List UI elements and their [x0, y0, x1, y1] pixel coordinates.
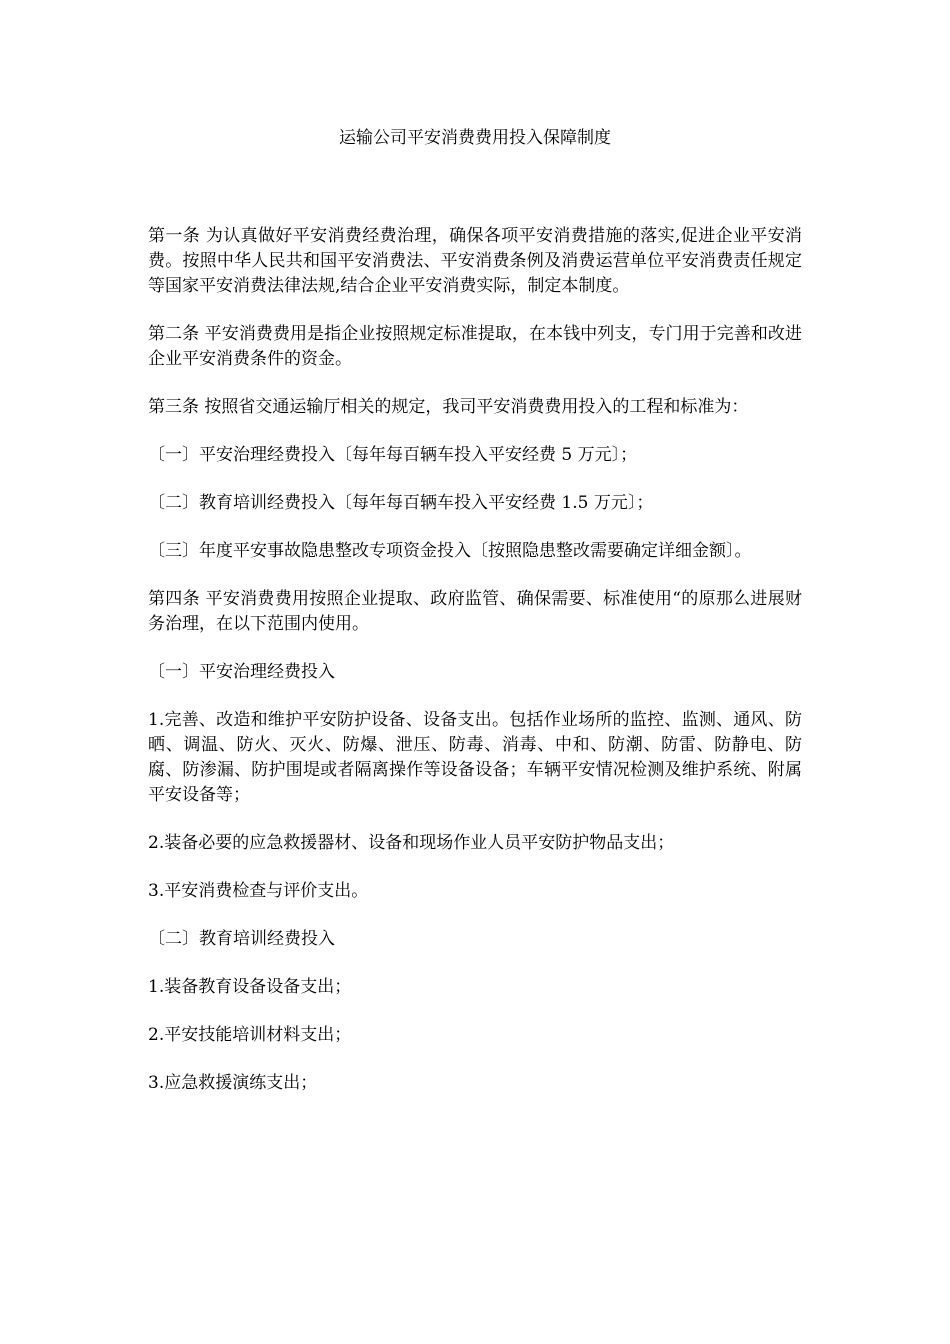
- article-3: 第三条 按照省交通运输厅相关的规定，我司平安消费费用投入的工程和标准为：: [148, 397, 749, 417]
- section-heading-1: 〔一〕平安治理经费投入: [148, 662, 335, 682]
- document-body: [148, 224, 802, 1096]
- section-1-item-3: 3.平安消费检查与评价支出。: [148, 881, 369, 901]
- section-2-item-2: 2.平安技能培训材料支出；: [148, 1025, 352, 1045]
- article-3-item-2: 〔二〕教育培训经费投入〔每年每百辆车投入平安经费 1.5 万元〕；: [148, 493, 654, 513]
- section-2-item-1: 1.装备教育设备设备支出；: [148, 977, 352, 997]
- section-1-item-1: 1.完善、改造和维护平安防护设备、设备支出。包括作业场所的监控、监测、通风、防晒、调温、防火、灭火、防爆、泄压、防毒、消毒、中和、防潮、防雷、防静电、防腐、防渗漏、防护围堤或者隔离操作等设备设备；车辆平安情况检测及维护系统、附属平安设备等；: [148, 710, 802, 805]
- article-4: 第四条 平安消费费用按照企业提取、政府监管、确保需要、标准使用“的原那么进展财务治理，在以下范围内使用。: [148, 589, 802, 634]
- section-2-item-3: 3.应急救援演练支出；: [148, 1073, 318, 1093]
- section-heading-2: 〔二〕教育培训经费投入: [148, 929, 335, 949]
- document-title: 运输公司平安消费费用投入保障制度: [339, 128, 611, 148]
- article-1: 第一条 为认真做好平安消费经费治理，确保各项平安消费措施的落实,促进企业平安消费。按照中华人民共和国平安消费法、平安消费条例及消费运营单位平安消费责任规定等国家平安消费法律法规,结合企业平安消费实际，制定本制度。: [148, 226, 802, 296]
- article-3-item-3: 〔三〕年度平安事故隐患整改专项资金投入〔按照隐患整改需要确定详细金额〕。: [148, 541, 752, 561]
- section-1-item-2: 2.装备必要的应急救援器材、设备和现场作业人员平安防护物品支出；: [148, 833, 675, 853]
- article-3-item-1: 〔一〕平安治理经费投入〔每年每百辆车投入平安经费 5 万元〕；: [148, 445, 638, 465]
- article-2: 第二条 平安消费费用是指企业按照规定标准提取，在本钱中列支，专门用于完善和改进企业平安消费条件的资金。: [148, 324, 802, 369]
